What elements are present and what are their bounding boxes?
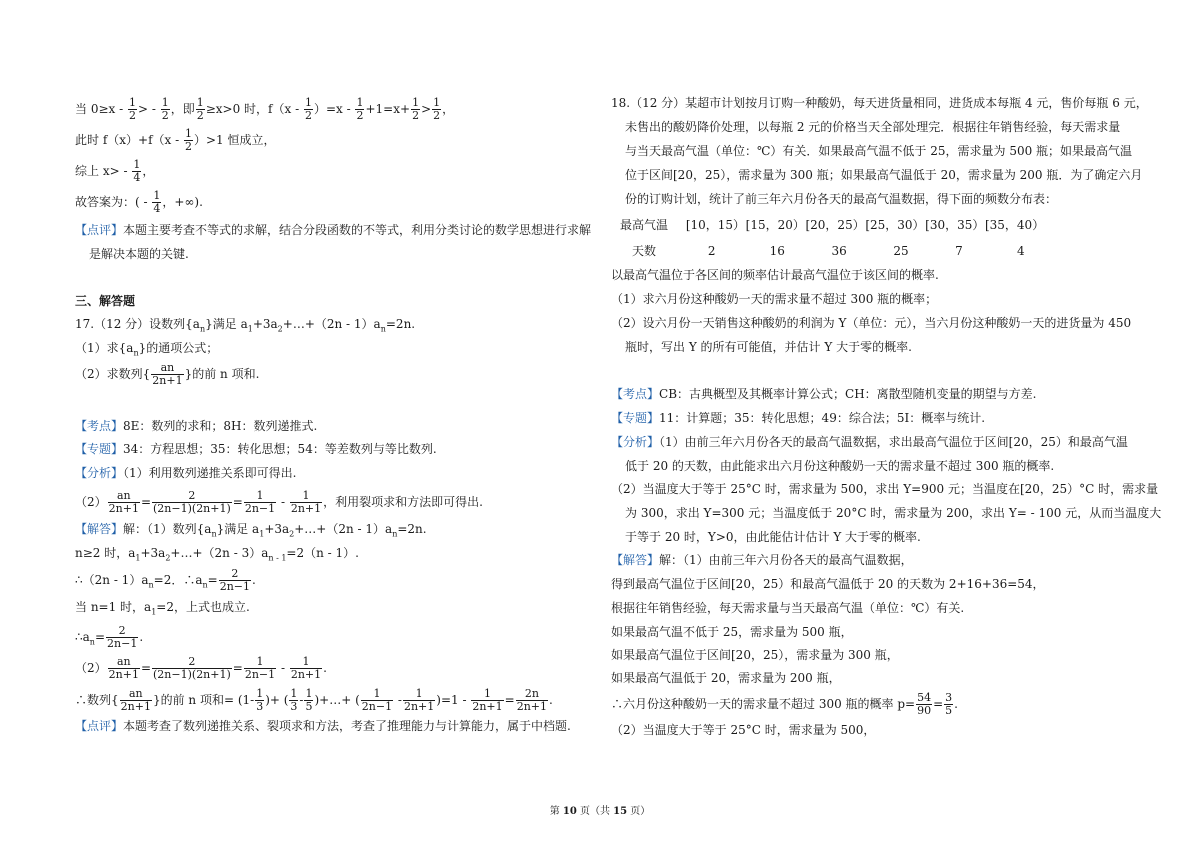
text: 故答案为：( - xyxy=(75,195,152,209)
text: = xyxy=(232,661,243,675)
question-17-part-1 xyxy=(75,340,218,361)
text: - xyxy=(277,661,289,675)
fraction xyxy=(411,97,420,122)
numerator: 1 xyxy=(161,96,169,109)
subscript: n xyxy=(148,580,154,590)
text-line: 如果最高气温低于 20，需求量为 200 瓶， xyxy=(611,671,841,685)
fraction xyxy=(403,688,435,713)
frequency-table-header xyxy=(620,216,1045,233)
text: ，利用裂项求和方法即可得出. xyxy=(323,495,483,509)
table-cell: [15，20） xyxy=(745,218,805,232)
text-line xyxy=(75,599,250,620)
text: 当 n=1 时，a xyxy=(75,600,152,614)
text: = xyxy=(140,495,152,509)
denominator: 2n+1 xyxy=(290,668,322,681)
text: }的前 n 项和. xyxy=(184,367,260,381)
text-line xyxy=(75,625,143,650)
fenxi-line xyxy=(75,465,296,481)
denominator: 2n+1 xyxy=(108,502,139,515)
fraction xyxy=(152,190,161,215)
text: （1）利用数列递推关系即可得出. xyxy=(123,466,297,480)
numerator: 1 xyxy=(196,96,204,109)
fraction xyxy=(304,688,313,713)
subscript: 2 xyxy=(277,324,283,334)
text-line: 瓶时，写出 Y 的所有可能值，并估计 Y 大于零的概率. xyxy=(625,340,912,354)
table-cell: 2 xyxy=(707,244,716,258)
numerator: 3 xyxy=(945,691,953,704)
table-cell: 25 xyxy=(893,244,909,258)
text-line xyxy=(75,568,256,593)
subscript: 1 xyxy=(247,324,253,334)
text: . xyxy=(549,693,553,707)
text: ∴a xyxy=(75,630,90,644)
denominator: 2n−1 xyxy=(219,580,251,593)
text: （1）求{a xyxy=(75,341,134,355)
subscript: n xyxy=(199,324,206,334)
frequency-table-row xyxy=(632,242,1057,259)
table-cell: 36 xyxy=(831,244,847,258)
numerator: 2 xyxy=(106,625,138,638)
subscript: 2 xyxy=(289,529,295,539)
text: }的前 n 项和= (1- xyxy=(152,693,255,707)
numerator: 1 xyxy=(356,96,364,109)
question-17-part-2 xyxy=(75,362,259,387)
text-line: 如果最高气温不低于 25，需求量为 500 瓶， xyxy=(611,625,853,639)
fraction xyxy=(516,688,548,713)
numerator: 1 xyxy=(244,656,276,669)
numerator: 2n xyxy=(516,688,548,701)
fraction xyxy=(106,625,138,650)
denominator: 2 xyxy=(433,109,441,122)
numerator: an xyxy=(108,490,140,503)
text: ∴六月份这种酸奶一天的需求量不超过 300 瓶的概率 p= xyxy=(611,697,916,711)
text: 页（共 xyxy=(576,806,614,817)
subscript: 2 xyxy=(165,553,171,563)
numerator: 1 xyxy=(403,688,435,701)
text-line: 如果最高气温位于区间[20，25），需求量为 300 瓶， xyxy=(611,648,899,662)
fraction xyxy=(432,97,441,122)
numerator: 2 xyxy=(152,656,232,669)
numerator: 1 xyxy=(412,96,420,109)
fraction xyxy=(304,97,313,122)
text-line: 份的订购计划，统计了前三年六月份各天的最高气温数据，得下面的频数分布表： xyxy=(625,192,1058,206)
text-line: 位于区间[20，25），需求量为 300 瓶；如果最高气温低于 20，需求量为 200 瓶．为了确定六月 xyxy=(625,168,1143,182)
text-line: 以最高气温位于各区间的频率估计最高气温位于该区间的概率. xyxy=(611,268,939,282)
denominator: 2 xyxy=(161,109,169,122)
text: +…+（2n - 1）a xyxy=(282,317,381,331)
text: }的通项公式； xyxy=(138,341,219,355)
text: +…+（2n - 3）a xyxy=(170,546,269,560)
fraction xyxy=(196,97,205,122)
denominator: 2n−1 xyxy=(361,700,393,713)
numerator: 2 xyxy=(152,490,232,503)
text: 页） xyxy=(627,806,651,817)
numerator: an xyxy=(151,362,183,375)
denominator: 3 xyxy=(256,700,264,713)
kaodian-tag: 【考点】 xyxy=(611,387,660,401)
numerator: 1 xyxy=(290,656,322,669)
text: +1=x+ xyxy=(365,102,411,116)
fraction xyxy=(151,362,183,387)
text: 17.（12 分）设数列{a xyxy=(75,317,200,331)
review-line xyxy=(75,718,571,734)
review-tag: 【点评】 xyxy=(75,719,124,733)
denominator: 5 xyxy=(305,700,313,713)
text-line xyxy=(75,128,276,153)
table-cell: 7 xyxy=(955,244,963,258)
text: . xyxy=(323,661,327,675)
fraction xyxy=(244,490,276,515)
table-cell: [35，40） xyxy=(984,218,1045,232)
numerator: 1 xyxy=(128,96,136,109)
denominator: 2n+1 xyxy=(403,700,435,713)
zhuanti-line xyxy=(611,410,985,426)
table-cell: 天数 xyxy=(632,244,657,258)
text: 解：（1）由前三年六月份各天的最高气温数据， xyxy=(659,553,913,567)
table-cell: 最高气温 xyxy=(620,218,669,232)
subscript: 1 xyxy=(259,529,265,539)
numerator: an xyxy=(108,656,140,669)
text: = xyxy=(207,573,218,587)
table-cell: [25，30） xyxy=(865,218,925,232)
text-line xyxy=(75,656,327,681)
text: 34：方程思想；35：转化思想；54：等差数列与等比数列. xyxy=(123,442,437,456)
fraction xyxy=(184,128,193,153)
text-line: 得到最高气温位于区间[20，25）和最高气温低于 20 的天数为 2+16+36=54， xyxy=(611,577,1045,591)
denominator: 2 xyxy=(128,109,136,122)
denominator: 2n+1 xyxy=(516,700,548,713)
review-line xyxy=(75,222,591,238)
kaodian-tag: 【考点】 xyxy=(75,419,124,433)
text-line xyxy=(75,159,154,184)
text: 本题主要考查不等式的求解，结合分段函数的不等式，利用分类讨论的数学思想进行求解 xyxy=(123,223,592,237)
fraction xyxy=(471,688,503,713)
fraction xyxy=(289,688,298,713)
subscript: n xyxy=(392,529,398,539)
numerator: 1 xyxy=(133,158,141,171)
text: 综上 x> - xyxy=(75,164,132,178)
denominator: 3 xyxy=(290,700,298,713)
subscript: 1 xyxy=(135,553,141,563)
subscript: 1 xyxy=(151,607,157,617)
fraction xyxy=(152,656,232,681)
denominator: (2n−1)(2n+1) xyxy=(153,502,231,515)
text: )+…+ ( xyxy=(314,693,360,707)
text: ，即 xyxy=(170,102,195,116)
zhuanti-tag: 【专题】 xyxy=(611,411,660,425)
numerator: 1 xyxy=(304,96,312,109)
jieda-line xyxy=(75,521,427,542)
fraction xyxy=(108,656,140,681)
zhuanti-tag: 【专题】 xyxy=(75,442,124,456)
text: =2．∴a xyxy=(153,573,203,587)
denominator: 2 xyxy=(196,109,204,122)
numerator: 1 xyxy=(256,687,264,700)
kaodian-line xyxy=(611,386,1036,402)
text: > xyxy=(421,102,432,116)
text: 是解决本题的关键. xyxy=(89,247,189,261)
subscript: n - 1 xyxy=(268,553,287,563)
text: 本题考查了数列递推关系、裂项求和方法，考查了推理能力与计算能力，属于中档题. xyxy=(123,719,571,733)
denominator: 2 xyxy=(304,109,312,122)
text-line xyxy=(75,688,553,713)
text: . xyxy=(139,630,144,644)
denominator: 2n−1 xyxy=(244,502,276,515)
fraction xyxy=(219,568,251,593)
text: = xyxy=(933,697,944,711)
fraction xyxy=(944,692,953,717)
text-line xyxy=(75,545,359,566)
denominator: 2 xyxy=(356,109,364,122)
denominator: 4 xyxy=(133,171,141,184)
denominator: 4 xyxy=(153,202,161,215)
denominator: 5 xyxy=(945,704,953,717)
fraction xyxy=(108,490,140,515)
text-line xyxy=(75,97,454,122)
text: = xyxy=(140,661,152,675)
total-pages: 15 xyxy=(613,806,628,817)
fenxi-line xyxy=(611,434,1128,450)
text: = xyxy=(94,630,106,644)
numerator: 1 xyxy=(244,490,276,503)
text: }满足 a xyxy=(205,317,248,331)
denominator: 2 xyxy=(184,140,192,153)
question-18-part-2: （2）设六月份一天销售这种酸奶的利润为 Y（单位：元），当六月份这种酸奶一天的进货量为 450 xyxy=(611,316,1132,330)
text: （2） xyxy=(75,495,107,509)
question-17 xyxy=(75,316,415,337)
subscript: n xyxy=(89,637,95,647)
fraction xyxy=(128,97,137,122)
text: ， xyxy=(442,102,455,116)
subscript: n xyxy=(202,580,208,590)
fraction xyxy=(916,692,932,717)
numerator: 54 xyxy=(917,691,932,704)
text: - xyxy=(277,495,289,509)
text: +3a xyxy=(252,317,278,331)
text: +3a xyxy=(140,546,166,560)
fraction xyxy=(290,490,322,515)
text: ， xyxy=(142,164,155,178)
text: . xyxy=(252,573,256,587)
numerator: an xyxy=(120,688,152,701)
numerator: 1 xyxy=(361,688,393,701)
text-line: 与当天最高气温（单位：℃）有关．如果最高气温不低于 25，需求量为 500 瓶；如果最高气温 xyxy=(625,144,1133,158)
denominator: 90 xyxy=(917,704,932,717)
text: =2（n - 1）. xyxy=(286,546,359,560)
text-line: 根据往年销售经验，每天需求量与当天最高气温（单位：℃）有关. xyxy=(611,601,965,615)
subscript: n xyxy=(380,324,386,334)
fraction xyxy=(161,97,170,122)
fenxi-tag: 【分析】 xyxy=(611,435,660,449)
text: （1）由前三年六月份各天的最高气温数据，求出最高气温位于区间[20，25）和最高气温 xyxy=(659,435,1128,449)
text: = xyxy=(232,495,243,509)
text: ∴（2n - 1）a xyxy=(75,573,149,587)
text: （2） xyxy=(75,661,107,675)
text: ≥x>0 时，f（x - xyxy=(205,102,303,116)
numerator: 1 xyxy=(471,688,503,701)
fraction xyxy=(244,656,276,681)
numerator: 1 xyxy=(290,687,298,700)
text: n≥2 时，a xyxy=(75,546,136,560)
text: +…+（2n - 1）a xyxy=(294,522,393,536)
denominator: 2n+1 xyxy=(108,668,139,681)
text: 8E：数列的求和；8H：数列递推式. xyxy=(123,419,318,433)
jieda-tag: 【解答】 xyxy=(75,522,124,536)
table-cell: 16 xyxy=(769,244,785,258)
fraction xyxy=(132,159,141,184)
text: = xyxy=(504,693,515,707)
table-cell: 4 xyxy=(1016,244,1025,258)
text-line xyxy=(89,246,189,262)
text-line xyxy=(611,692,958,717)
denominator: 2n−1 xyxy=(244,668,276,681)
text: =2，上式也成立. xyxy=(156,600,250,614)
text: }满足 a xyxy=(216,522,260,536)
current-page: 10 xyxy=(562,806,577,817)
text-line: （2）当温度大于等于 25°C 时，需求量为 500，求出 Y=900 元；当温度在[20，25）°C 时，需求量 xyxy=(611,482,1159,496)
question-18: 18.（12 分）某超市计划按月订购一种酸奶，每天进货量相同，进货成本每瓶 4 元，售价每瓶 6 元， xyxy=(611,96,1148,110)
text: +3a xyxy=(264,522,290,536)
text: > - xyxy=(137,102,160,116)
text-line: 低于 20 的天数，由此能求出六月份这种酸奶一天的需求量不超过 300 瓶的概率. xyxy=(625,459,1055,473)
fenxi-tag: 【分析】 xyxy=(75,466,124,480)
denominator: 2n−1 xyxy=(107,637,138,650)
text-line: （2）当温度大于等于 25°C 时，需求量为 500， xyxy=(611,723,876,737)
text: =2n. xyxy=(397,522,427,536)
text: （2）求数列{ xyxy=(75,367,151,381)
text: 此时 f（x）+f（x - xyxy=(75,133,183,147)
text: . xyxy=(954,697,958,711)
text: )+ ( xyxy=(265,693,289,707)
fraction xyxy=(290,656,322,681)
numerator: 1 xyxy=(433,96,441,109)
numerator: 1 xyxy=(290,490,322,503)
table-cell: [20，25） xyxy=(805,218,865,232)
denominator: (2n−1)(2n+1) xyxy=(153,668,231,681)
table-cell: [30，35） xyxy=(925,218,985,232)
review-tag: 【点评】 xyxy=(75,223,124,237)
numerator: 1 xyxy=(184,127,192,140)
table-cell: [10，15） xyxy=(685,218,746,232)
numerator: 1 xyxy=(153,189,161,202)
question-18-part-1: （1）求六月份这种酸奶一天的需求量不超过 300 瓶的概率； xyxy=(611,292,938,306)
text: )=1 - xyxy=(436,693,471,707)
text: 11：计算题；35：转化思想；49：综合法；5I：概率与统计. xyxy=(659,411,986,425)
jieda-line xyxy=(611,552,913,568)
text: 解：（1）数列{a xyxy=(123,522,212,536)
text: ）=x - xyxy=(313,102,355,116)
fraction xyxy=(255,688,264,713)
denominator: 2n+1 xyxy=(290,502,322,515)
fenxi-line-2 xyxy=(75,490,483,515)
denominator: 2n+1 xyxy=(120,700,151,713)
denominator: 2 xyxy=(412,109,420,122)
text-line xyxy=(75,190,203,215)
subscript: n xyxy=(133,348,139,358)
section-heading: 三、解答题 xyxy=(75,294,136,308)
text: ∴数列{ xyxy=(75,693,119,707)
numerator: 1 xyxy=(305,687,313,700)
page-footer xyxy=(0,802,1200,817)
text-line: 于等于 20 时，Y>0，由此能估计估计 Y 大于零的概率. xyxy=(625,530,921,544)
denominator: 2n+1 xyxy=(472,700,503,713)
fraction xyxy=(361,688,393,713)
text-line: 为 300，求出 Y=300 元；当温度低于 20°C 时，需求量为 200，求出 Y= - 100 元，从而当温度大 xyxy=(625,506,1162,520)
text: 当 0≥x - xyxy=(75,102,127,116)
text: 第 xyxy=(549,806,563,817)
text: - xyxy=(394,693,402,707)
numerator: 2 xyxy=(219,568,251,581)
jieda-tag: 【解答】 xyxy=(611,553,660,567)
kaodian-line xyxy=(75,418,317,434)
text: CB：古典概型及其概率计算公式；CH：离散型随机变量的期望与方差. xyxy=(659,387,1037,401)
fraction xyxy=(152,490,232,515)
fraction xyxy=(120,688,152,713)
fraction xyxy=(355,97,364,122)
zhuanti-line xyxy=(75,441,437,457)
text: ，+∞). xyxy=(162,195,203,209)
text: ）>1 恒成立， xyxy=(193,133,276,147)
text: - xyxy=(299,693,304,707)
subscript: n xyxy=(211,529,217,539)
text: =2n. xyxy=(385,317,416,331)
denominator: 2n+1 xyxy=(152,374,183,387)
text-line: 未售出的酸奶降价处理，以每瓶 2 元的价格当天全部处理完．根据往年销售经验，每天需求量 xyxy=(625,120,1121,134)
